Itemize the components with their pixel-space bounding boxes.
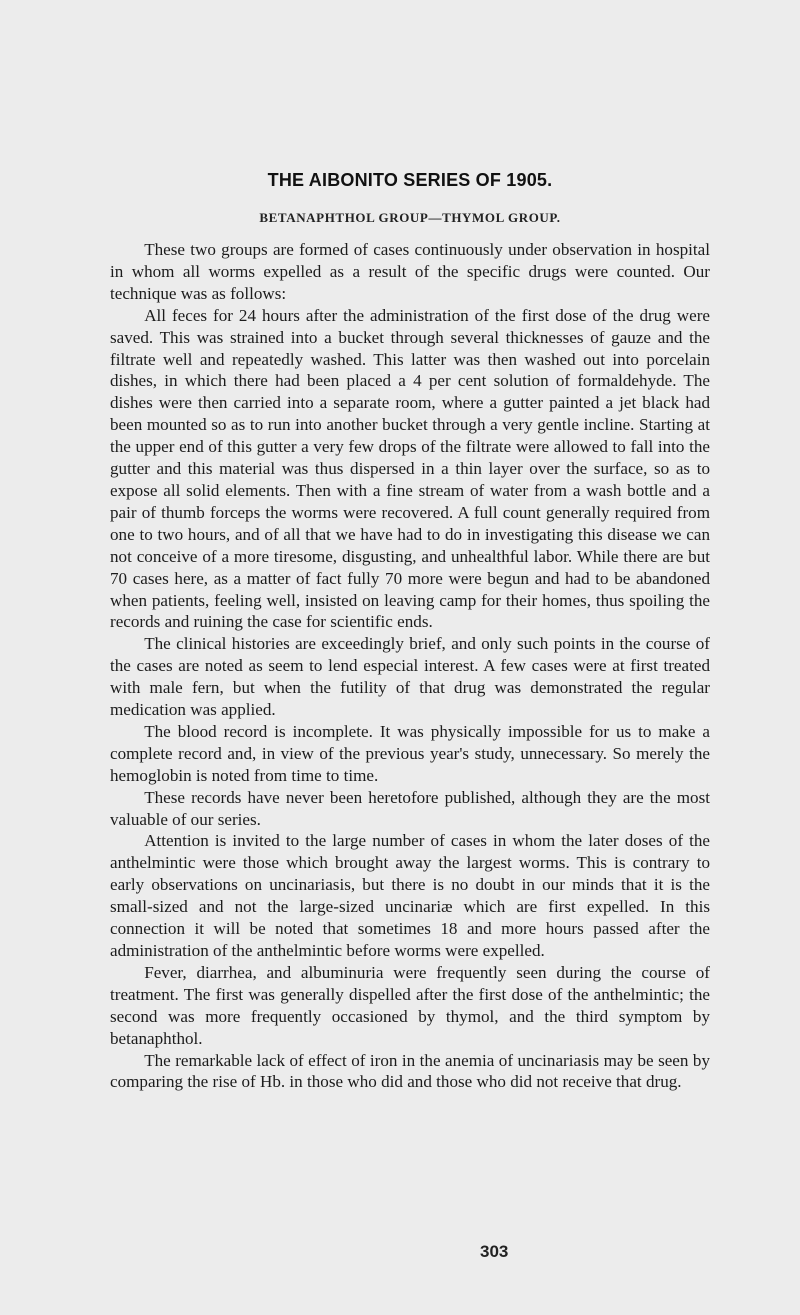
- section-heading: BETANAPHTHOL GROUP—THYMOL GROUP.: [259, 210, 561, 225]
- paragraph: The clinical histories are exceedingly brief, and only such points in the course of the cases are noted as seem to lend especial interest. A few cases were at first treated with male fern, but when the futility of that drug was demonstrated the regular medication was applied.: [110, 634, 710, 720]
- paragraph: The remarkable lack of effect of iron in the anemia of uncinariasis may be seen by comparing the rise of Hb. in those who did and those who did not receive that drug.: [110, 1050, 710, 1092]
- paragraph: These two groups are formed of cases continuously under observation in hospital in whom all worms expelled as a result of the specific drugs were counted. Our technique was as follows:: [110, 240, 710, 303]
- running-head: THE AIBONITO SERIES OF 1905.: [267, 170, 553, 190]
- paragraph: The blood record is incomplete. It was physically impossible for us to make a complete record and, in view of the previous year's study, unnecessary. So merely the hemoglobin is noted from time to time.: [110, 721, 710, 785]
- paragraph: All feces for 24 hours after the administration of the first dose of the drug were saved. This was strained into a bucket through several thicknesses of gauze and the filtrate well and repeatedly washed. This latter was then washed out into porcelain dishes, in which there had been placed a 4 per cent solution of formaldehyde. The dishes were then carried into a separate room, where a gutter painted a jet black had been mounted so as to run into another bucket through a very gentle incline. Starting at the upper end of this gutter a very few drops of the filtrate were allowed to fall into the gutter and this material was thus dispersed in a thin layer over the surface, so as to expose all solid elements. Then with a fine stream of water from a wash bottle and a pair of thumb forceps the worms were recovered. A full count generally required from one to two hours, and of all that we have had to do in investigating this disease we can not conceive of a more tiresome, disgusting, and unhealthful labor. While there are but 70 cases here, as a matter of fact fully 70 more were begun and had to be abandoned when patients, feeling well, insisted on leaving camp for their homes, thus spoiling the records and ruining the case for scientific ends.: [110, 305, 710, 632]
- page-number: 303: [480, 1242, 509, 1261]
- body-text: [110, 239, 710, 1093]
- paragraph: These records have never been heretofore published, although they are the most valuable of our series.: [110, 787, 710, 829]
- paragraph: Attention is invited to the large number of cases in whom the later doses of the anthelmintic were those which brought away the largest worms. This is contrary to early observations on uncinariasis, but there is no doubt in our minds that it is the small-sized and not the large-sized uncinariæ which are first expelled. In this connection it will be noted that sometimes 18 and more hours passed after the administration of the anthelmintic before worms were expelled.: [110, 831, 710, 960]
- paragraph: Fever, diarrhea, and albuminuria were frequently seen during the course of treatment. The first was generally dispelled after the first dose of the anthelmintic; the second was more frequently occasioned by thymol, and the third symptom by betanaphthol.: [110, 962, 710, 1048]
